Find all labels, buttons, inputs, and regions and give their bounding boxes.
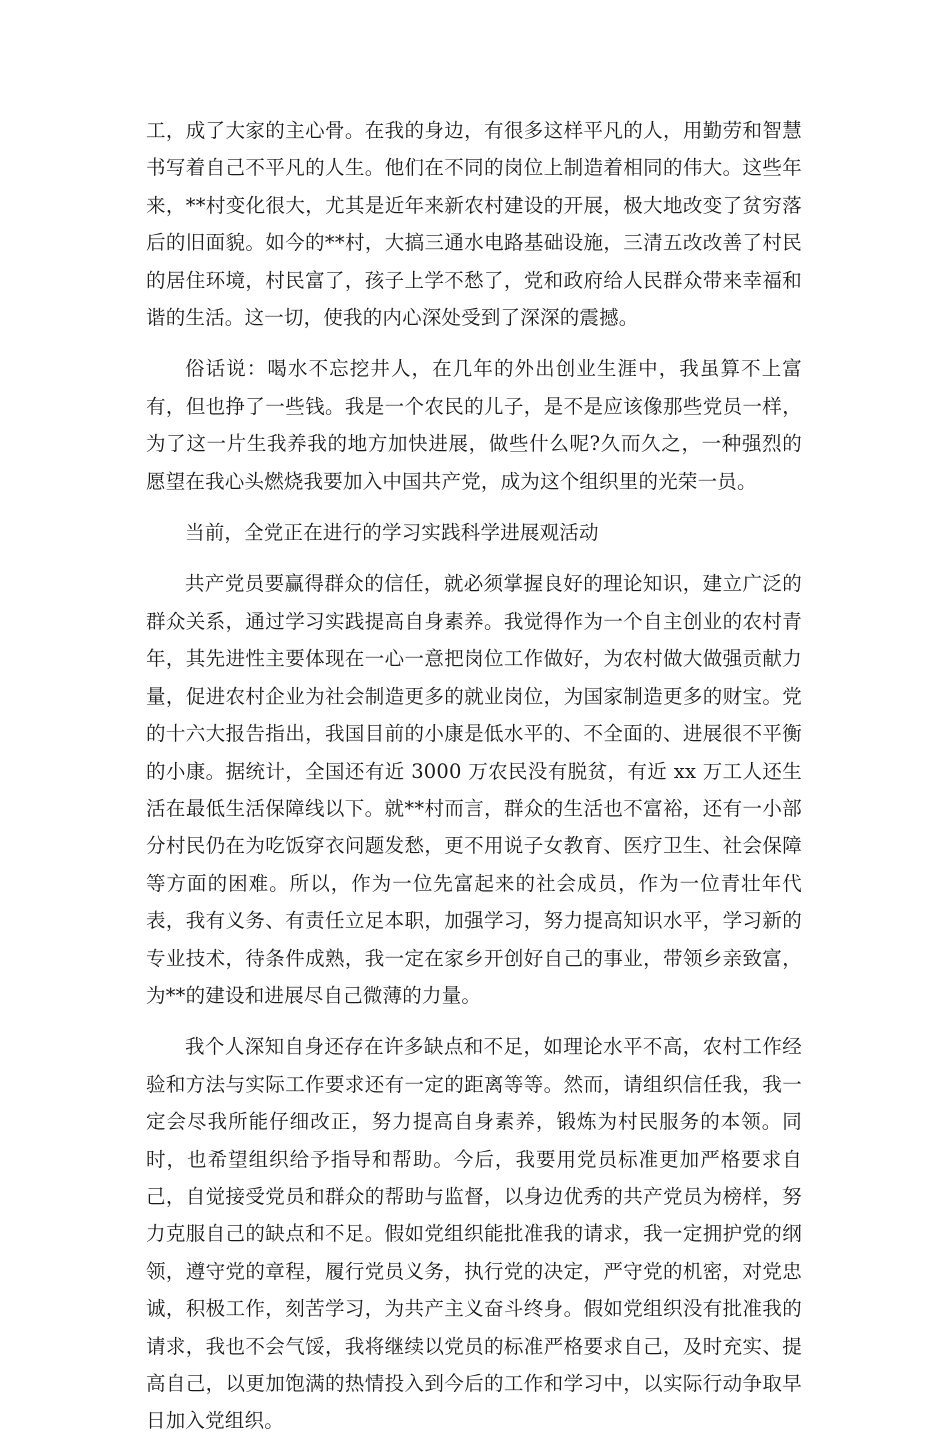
paragraph-1: 工，成了大家的主心骨。在我的身边，有很多这样平凡的人，用勤劳和智慧书写着自己不平凡的人生。他们在不同的岗位上制造着相同的伟大。这些年来，**村变化很大，尤其是近年来新农村建设的开展，极大地改变了贫穷落后的旧面貌。如今的**村，大搞三通水电路基础设施，三清五改改善了村民的居住环境，村民富了，孩子上学不愁了，党和政府给人民群众带来幸福和谐的生活。这一切，使我的内心深处受到了深深的震撼。: [146, 119, 802, 330]
paragraph-5: 我个人深知自身还存在许多缺点和不足，如理论水平不高，农村工作经验和方法与实际工作要求还有一定的距离等等。然而，请组织信任我，我一定会尽我所能仔细改正，努力提高自身素养，锻炼为村民服务的本领。同时，也希望组织给予指导和帮助。今后，我要用党员标准更加严格要求自己，自觉接受党员和群众的帮助与监督，以身边优秀的共产党员为榜样，努力克服自己的缺点和不足。假如党组织能批准我的请求，我一定拥护党的纲领，遵守党的章程，履行党员义务，执行党的决定，严守党的机密，对党忠诚，积极工作，刻苦学习，为共产主义奋斗终身。假如党组织没有批准我的请求，我也不会气馁，我将继续以党员的标准严格要求自己，及时充实、提高自己，以更加饱满的热情投入到今后的工作和学习中，以实际行动争取早日加入党组织。: [146, 1035, 802, 1433]
document-page: [146, 112, 802, 1454]
paragraph-3: 当前，全党正在进行的学习实践科学进展观活动: [185, 521, 599, 545]
paragraph-2: 俗话说：喝水不忘挖井人，在几年的外出创业生涯中，我虽算不上富有，但也挣了一些钱。我是一个农民的儿子，是不是应该像那些党员一样，为了这一片生我养我的地方加快进展，做些什么呢?久而久之，一种强烈的愿望在我心头燃烧我要加入中国共产党，成为这个组织里的光荣一员。: [146, 357, 802, 493]
paragraph-4: 共产党员要赢得群众的信任，就必须掌握良好的理论知识，建立广泛的群众关系，通过学习实践提高自身素养。我觉得作为一个自主创业的农村青年，其先进性主要体现在一心一意把岗位工作做好，为农村做大做强贡献力量，促进农村企业为社会制造更多的就业岗位，为国家制造更多的财宝。党的十六大报告指出，我国目前的小康是低水平的、不全面的、进展很不平衡的小康。据统计，全国还有近 3000 万农民没有脱贫，有近 xx 万工人还生活在最低生活保障线以下。就**村而言，群众的生活也不富裕，还有一小部分村民仍在为吃饭穿衣问题发愁，更不用说子女教育、医疗卫生、社会保障等方面的困难。所以，作为一位先富起来的社会成员，作为一位青壮年代表，我有义务、有责任立足本职，加强学习，努力提高知识水平，学习新的专业技术，待条件成熟，我一定在家乡开创好自己的事业，带领乡亲致富，为**的建设和进展尽自己微薄的力量。: [146, 572, 802, 1007]
